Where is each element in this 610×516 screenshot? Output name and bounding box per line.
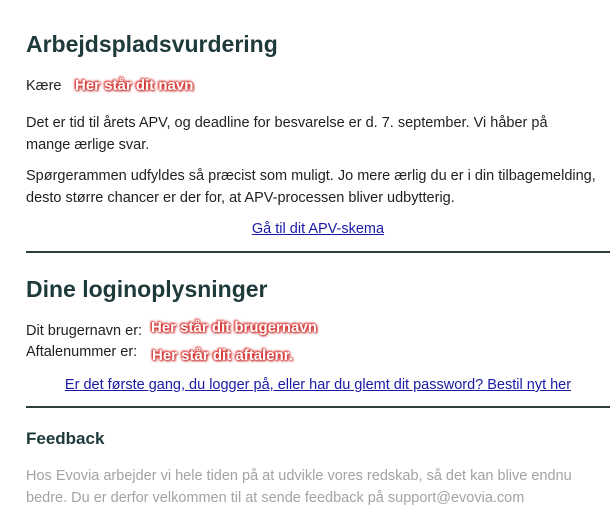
forgot-password-link[interactable]: Er det første gang, du logger på, eller har du glemt dit password? Bestil nyt her: [64, 377, 572, 393]
apv-link-container: [26, 221, 610, 237]
name-annotation: Her står dit navn: [75, 77, 194, 94]
greeting-label: Kære: [26, 78, 62, 94]
forgot-password-container: [26, 377, 610, 393]
username-annotation: Her står dit brugernavn: [151, 319, 317, 336]
username-label: Dit brugernavn er:: [26, 323, 143, 339]
section-divider: [26, 251, 610, 253]
feedback-text: Hos Evovia arbejder vi hele tiden på at udvikle vores redskab, så det kan blive endnu bedre. Du er derfor velkommen til at sende feedback på support@evovia.com: [26, 468, 572, 506]
apv-schema-link[interactable]: Gå til dit APV-skema: [251, 221, 385, 237]
agreement-label: Aftalenummer er:: [26, 344, 138, 360]
section-divider: [26, 406, 610, 408]
login-section-title: Dine loginoplysninger: [26, 276, 268, 302]
page-title: Arbejdspladsvurdering: [26, 31, 278, 57]
agreement-annotation: Her står dit aftalenr.: [152, 347, 293, 364]
feedback-title: Feedback: [26, 429, 105, 448]
intro-paragraph-2: Spørgerammen udfyldes så præcist som muligt. Jo mere ærlig du er i din tilbagemelding, desto større chancer er der for, at APV-processen bliver udbytterig.: [26, 168, 596, 206]
intro-paragraph-1: Det er tid til årets APV, og deadline for besvarelse er d. 7. september. Vi håber på mange ærlige svar.: [26, 115, 548, 153]
